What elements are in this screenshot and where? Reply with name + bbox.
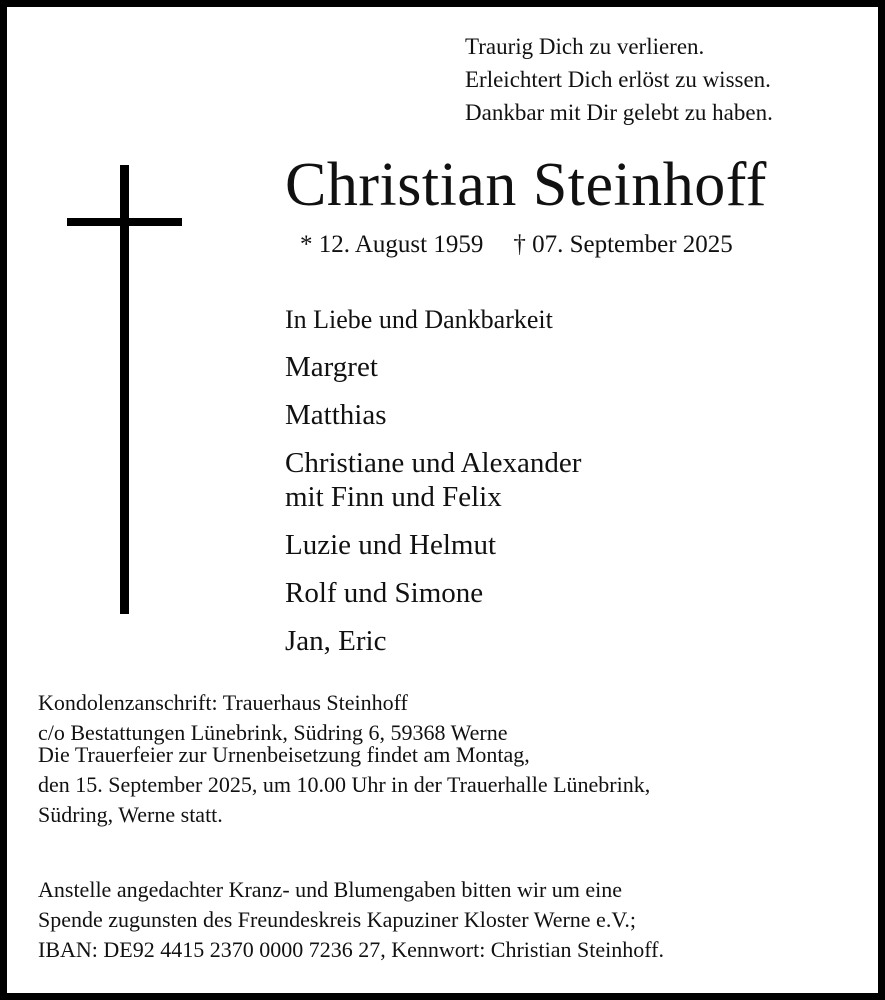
donation-line: Anstelle angedachter Kranz- und Blumengaben bitten wir um eine <box>38 877 623 902</box>
donation-line: IBAN: DE92 4415 2370 0000 7236 27, Kennwort: Christian Steinhoff. <box>38 937 664 962</box>
ceremony-line: Die Trauerfeier zur Urnenbeisetzung findet am Montag, <box>38 742 530 767</box>
motto-line: Erleichtert Dich erlöst zu wissen. <box>465 67 771 92</box>
donation-line: Spende zugunsten des Freundeskreis Kapuziner Kloster Werne e.V.; <box>38 907 636 932</box>
donation-notice <box>38 875 664 965</box>
motto-line: Dankbar mit Dir gelebt zu haben. <box>465 100 773 125</box>
cross-horizontal-bar <box>67 218 182 226</box>
motto-line: Traurig Dich zu verlieren. <box>465 34 705 59</box>
family-member: Luzie und Helmut <box>285 529 497 561</box>
deceased-name: Christian Steinhoff <box>285 151 767 219</box>
family-member: Rolf und Simone <box>285 577 484 609</box>
ceremony-line: Südring, Werne statt. <box>38 802 223 827</box>
family-list <box>285 300 581 658</box>
life-dates <box>300 228 733 262</box>
condolence-line: Kondolenzanschrift: Trauerhaus Steinhoff <box>38 690 408 715</box>
family-member: Matthias <box>285 399 387 431</box>
condolence-address <box>38 688 508 748</box>
death-date: † 07. September 2025 <box>513 231 733 258</box>
family-member: Christiane und Alexander <box>285 447 582 479</box>
birth-date: * 12. August 1959 <box>300 231 484 258</box>
family-member: mit Finn und Felix <box>285 481 502 513</box>
family-intro: In Liebe und Dankbarkeit <box>285 305 553 334</box>
ceremony-notice <box>38 740 650 830</box>
family-member: Margret <box>285 351 378 383</box>
cross-vertical-bar <box>120 165 129 614</box>
motto <box>465 30 773 129</box>
ceremony-line: den 15. September 2025, um 10.00 Uhr in der Trauerhalle Lünebrink, <box>38 772 651 797</box>
family-member: Jan, Eric <box>285 625 387 657</box>
condolence-line: c/o Bestattungen Lünebrink, Südring 6, 59368 Werne <box>38 720 508 745</box>
